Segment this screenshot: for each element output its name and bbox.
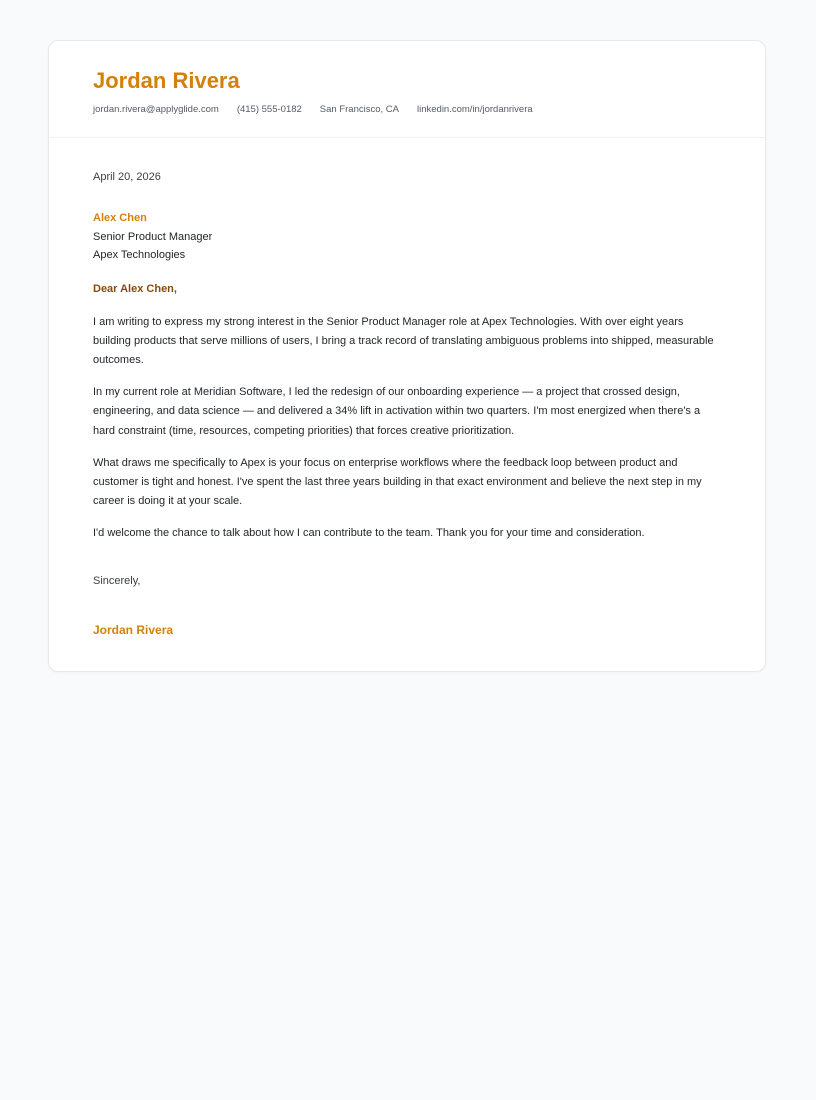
letter-body (49, 170, 765, 637)
body-paragraph: In my current role at Meridian Software, I led the redesign of our onboarding experience — a project that crossed design, engineering, and data science — and delivered a 34% lift in activation within two quarters. I'm most energized when there's a hard constraint (time, resources, competing priorities) that forces creative prioritization. (93, 386, 701, 437)
contact-email: jordan.rivera@applyglide.com (93, 104, 219, 115)
body-paragraph: I'd welcome the chance to talk about how I can contribute to the team. Thank you for your time and consideration. (93, 527, 645, 540)
salutation: Dear Alex Chen, (93, 282, 177, 295)
closing: Sincerely, (93, 574, 141, 587)
contact-line (93, 104, 721, 116)
letter-header (49, 41, 765, 138)
letter-date: April 20, 2026 (93, 171, 161, 183)
recipient-name: Alex Chen (93, 212, 147, 224)
body-paragraph: What draws me specifically to Apex is your focus on enterprise workflows where the feedback loop between product and customer is tight and honest. I've spent the last three years building in that exact environment and believe the next step in my career is doing it at your scale. (93, 456, 702, 508)
contact-location: San Francisco, CA (319, 104, 399, 115)
applicant-name: Jordan Rivera (93, 68, 240, 93)
recipient-title: Senior Product Manager (93, 230, 213, 243)
recipient-block (93, 209, 721, 265)
body-paragraph: I am writing to express my strong interest in the Senior Product Manager role at Apex Technologies. With over eight years building products that serve millions of users, I bring a track record of translating ambiguous problems into shipped, measurable outcomes. (93, 315, 714, 366)
recipient-company: Apex Technologies (93, 249, 186, 261)
cover-letter-card (48, 40, 766, 672)
contact-linkedin: linkedin.com/in/jordanrivera (417, 104, 533, 115)
signature: Jordan Rivera (93, 622, 174, 637)
contact-phone: (415) 555-0182 (236, 104, 302, 115)
